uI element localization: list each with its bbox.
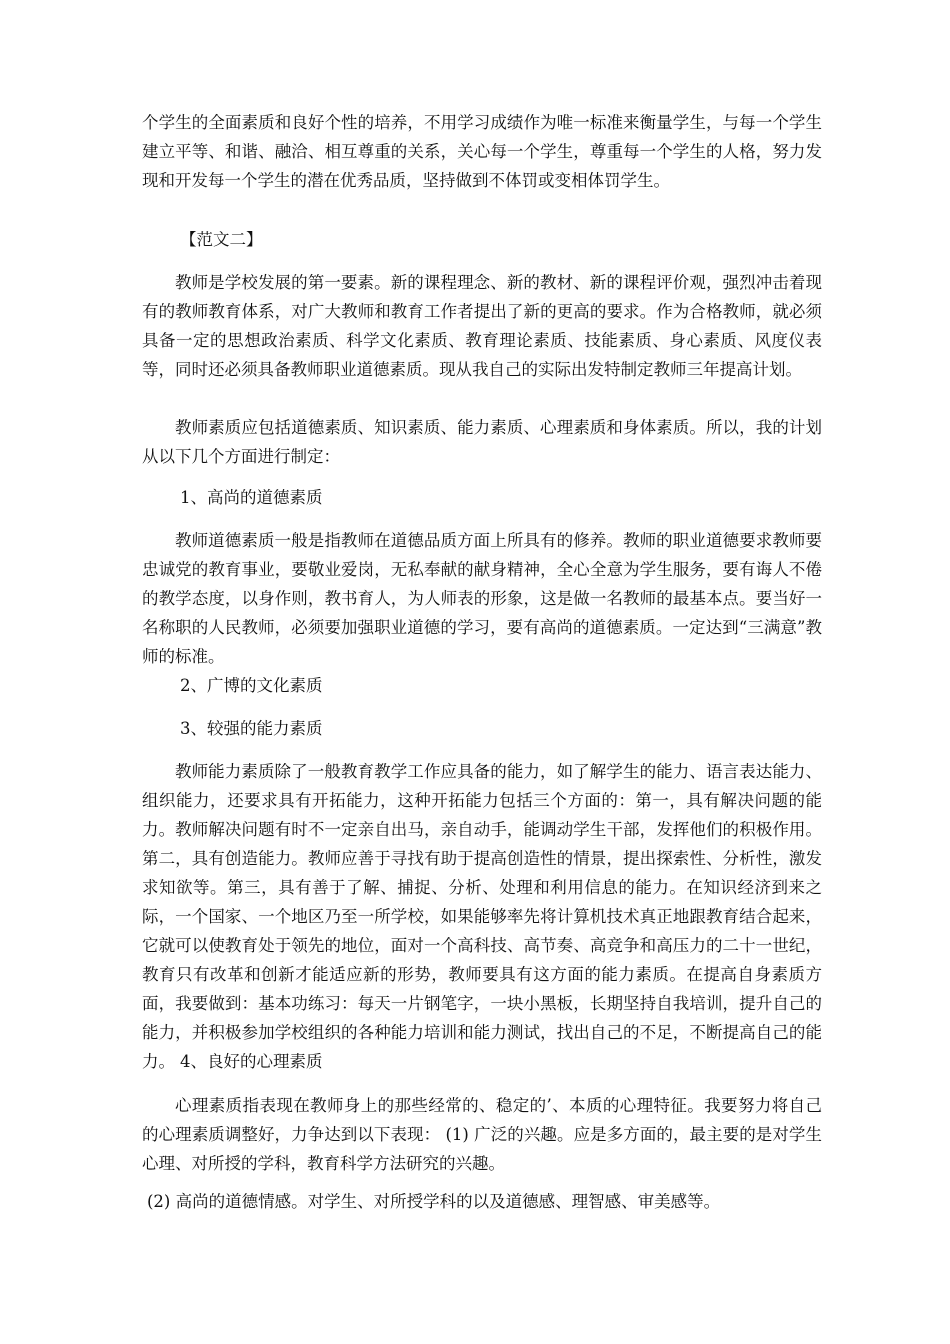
section-heading-psychology: 4、良好的心理素质 (180, 1052, 323, 1071)
section-heading-ability: 3、较强的能力素质 (180, 719, 323, 738)
ability-paragraph: 教师能力素质除了一般教育教学工作应具备的能力，如了解学生的能力、语言表达能力、组织能力，还要求具有开拓能力，这种开拓能力包括三个方面的：第一，具有解决问题的能力。教师解决问题有时不一定亲自出马，亲自动手，能调动学生干部，发挥他们的积极作用。第二，具有创造能力。教师应善于寻找有助于提高创造性的情景，提出探索性、分析性，激发求知欲等。第三，具有善于了解、捕捉、分析、处理和利用信息的能力。在知识经济到来之际，一个国家、一个地区乃至一所学校，如果能够率先将计算机技术真正地跟教育结合起来，它就可以使教育处于领先的地位，面对一个高科技、高节奏、高竞争和高压力的二十一世纪，教育只有改革和创新才能适应新的形势，教师要具有这方面的能力素质。在提高自身素质方面，我要做到：基本功练习：每天一片钢笔字，一块小黑板，长期坚持自我培训，提升自己的能力，并积极参加学校组织的各种能力培训和能力测试，找出自己的不足，不断提高自己的能力。 (142, 762, 822, 1071)
moral-paragraph: 教师道德素质一般是指教师在道德品质方面上所具有的修养。教师的职业道德要求教师要忠诚党的教育事业，要敬业爱岗，无私奉献的献身精神，全心全意为学生服务，要有诲人不倦的教学态度，以身作则，教书育人，为人师表的形象，这是做一名教师的最基本点。要当好一名称职的人民教师，必须要加强职业道德的学习，要有高尚的道德素质。一定达到“三满意”教师的标准。 (142, 531, 822, 666)
teacher-paragraph: 教师是学校发展的第一要素。新的课程理念、新的教材、新的课程评价观，强烈冲击着现有的教师教育体系，对广大教师和教育工作者提出了新的更高的要求。作为合格教师，就必须具备一定的思想政治素质、科学文化素质、教育理论素质、技能素质、身心素质、风度仪表等，同时还必须具备教师职业道德素质。现从我自己的实际出发特制定教师三年提高计划。 (142, 273, 822, 379)
section-heading-culture: 2、广博的文化素质 (180, 676, 323, 695)
intro-paragraph: 个学生的全面素质和良好个性的培养，不用学习成绩作为唯一标准来衡量学生，与每一个学生建立平等、和谐、融洽、相互尊重的关系，关心每一个学生，尊重每一个学生的人格，努力发现和开发每一个学生的潜在优秀品质，坚持做到不体罚或变相体罚学生。 (142, 113, 822, 190)
section-heading-moral: 1、高尚的道德素质 (180, 488, 323, 507)
quality-paragraph: 教师素质应包括道德素质、知识素质、能力素质、心理素质和身体素质。所以，我的计划从以下几个方面进行制定： (142, 418, 822, 466)
moral-emotion-line: (2) 高尚的道德情感。对学生、对所授学科的以及道德感、理智感、审美感等。 (147, 1192, 721, 1211)
psychology-paragraph: 心理素质指表现在教师身上的那些经常的、稳定的’、本质的心理特征。我要努力将自己的心理素质调整好，力争达到以下表现： (1) 广泛的兴趣。应是多方面的，最主要的是对学生心理、对所授的学科，教育科学方法研究的兴趣。 (142, 1096, 822, 1173)
sample-two-heading: 【范文二】 (180, 230, 263, 249)
